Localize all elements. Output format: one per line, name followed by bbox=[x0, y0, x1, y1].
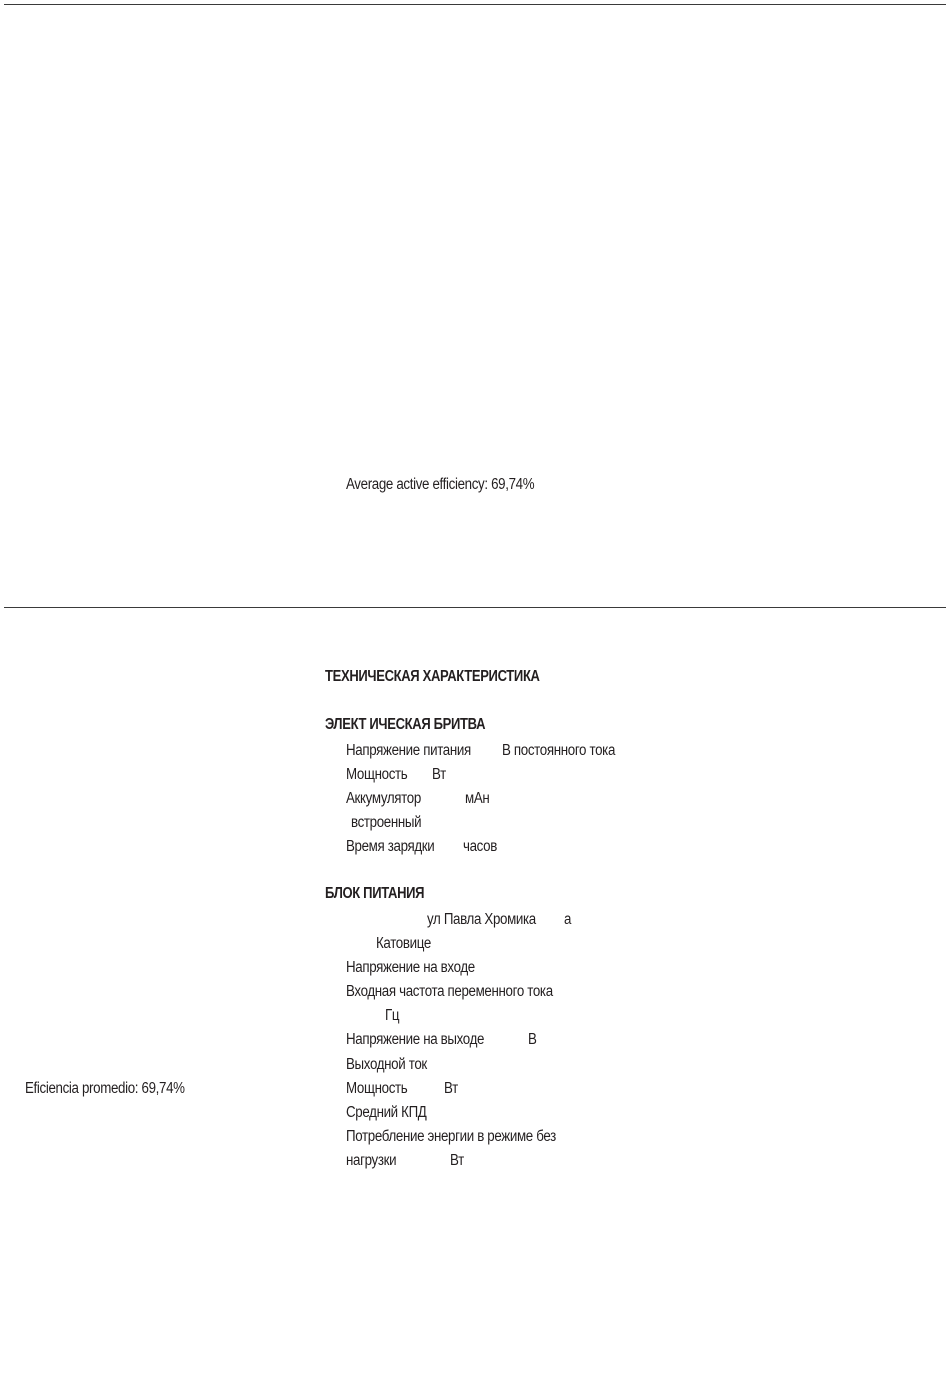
no-load-label-line2: нагрузки bbox=[346, 1152, 397, 1169]
avg-efficiency-label: Средний КПД bbox=[346, 1104, 427, 1121]
shaver-heading: ЭЛЕКТ ИЧЕСКАЯ БРИТВА bbox=[325, 716, 486, 733]
psu-power-label: Мощность bbox=[346, 1080, 408, 1097]
shaver-charge-time-label: Время зарядки bbox=[346, 838, 435, 855]
psu-power-unit: Вт bbox=[444, 1080, 458, 1097]
output-voltage-label: Напряжение на выходе bbox=[346, 1031, 485, 1048]
average-active-efficiency: Average active efficiency: 69,74% bbox=[346, 476, 535, 493]
input-frequency-label: Входная частота переменного тока bbox=[346, 983, 553, 1000]
shaver-charge-time-unit: часов bbox=[463, 838, 497, 855]
shaver-battery-unit: мАн bbox=[465, 790, 490, 807]
shaver-power-label: Мощность bbox=[346, 766, 408, 783]
output-current-label: Выходной ток bbox=[346, 1056, 427, 1073]
top-divider bbox=[4, 4, 946, 5]
shaver-voltage-unit: В постоянного тока bbox=[502, 742, 616, 759]
address-suffix: а bbox=[564, 911, 572, 928]
output-voltage-unit: В bbox=[528, 1031, 537, 1048]
tech-spec-title: ТЕХНИЧЕСКАЯ ХАРАКТЕРИСТИКА bbox=[325, 668, 540, 685]
input-voltage-label: Напряжение на входе bbox=[346, 959, 475, 976]
middle-divider bbox=[4, 607, 946, 608]
shaver-power-unit: Вт bbox=[432, 766, 446, 783]
shaver-battery-label: Аккумулятор bbox=[346, 790, 421, 807]
no-load-label-line1: Потребление энергии в режиме без bbox=[346, 1128, 556, 1145]
no-load-unit: Вт bbox=[450, 1152, 464, 1169]
power-supply-heading: БЛОК ПИТАНИЯ bbox=[325, 885, 425, 902]
input-frequency-unit: Гц bbox=[385, 1007, 400, 1024]
address-city: Катовице bbox=[376, 935, 431, 952]
shaver-voltage-label: Напряжение питания bbox=[346, 742, 471, 759]
shaver-battery-type: встроенный bbox=[351, 814, 422, 831]
eficiencia-promedio: Eficiencia promedio: 69,74% bbox=[25, 1080, 185, 1097]
address-street: ул Павла Хромика bbox=[427, 911, 536, 928]
